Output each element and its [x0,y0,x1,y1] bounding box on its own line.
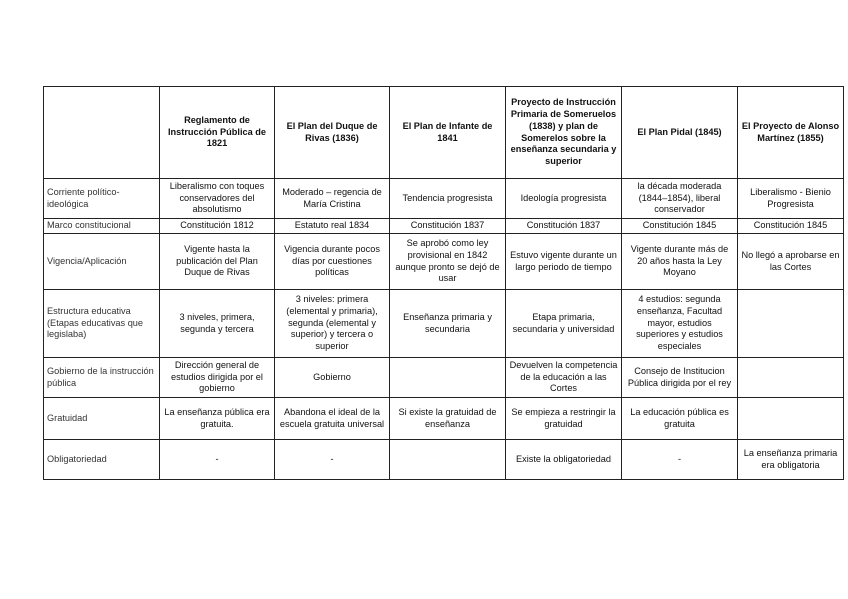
row-label: Estructura educativa (Etapas educativas que legislaba) [44,290,160,358]
table-cell: Moderado – regencia de María Cristina [275,179,390,219]
table-cell: No llegó a aprobarse en las Cortes [738,234,844,290]
table-row [44,290,844,358]
table-cell: Abandona el ideal de la escuela gratuita universal [275,398,390,440]
table-cell [738,398,844,440]
table-cell: Si existe la gratuidad de enseñanza [390,398,506,440]
table-cell: Ideología progresista [506,179,622,219]
column-header: El Plan Pidal (1845) [622,87,738,179]
table-cell: Vigente durante más de 20 años hasta la Ley Moyano [622,234,738,290]
table-cell: Vigencia durante pocos días por cuestiones políticas [275,234,390,290]
table-cell: Constitución 1845 [622,219,738,234]
row-label: Vigencia/Aplicación [44,234,160,290]
table-cell [390,440,506,480]
table-cell: Estuvo vigente durante un largo periodo de tiempo [506,234,622,290]
column-header: El Plan del Duque de Rivas (1836) [275,87,390,179]
column-header: Reglamento de Instrucción Pública de 1821 [160,87,275,179]
row-label: Marco constitucional [44,219,160,234]
table-cell: La enseñanza pública era gratuita. [160,398,275,440]
row-label: Gratuidad [44,398,160,440]
table-row [44,398,844,440]
table-row [44,179,844,219]
table-cell: 3 niveles, primera, segunda y tercera [160,290,275,358]
table-cell: La enseñanza primaria era obligatoria [738,440,844,480]
table-row [44,234,844,290]
table-row [44,358,844,398]
table-cell: Etapa primaria, secundaria y universidad [506,290,622,358]
table-cell: Estatuto real 1834 [275,219,390,234]
table-cell: 4 estudios: segunda enseñanza, Facultad mayor, estudios superiores y estudios especiales [622,290,738,358]
table-cell: Dirección general de estudios dirigida por el gobierno [160,358,275,398]
column-header: El Proyecto de Alonso Martínez (1855) [738,87,844,179]
table-cell: 3 niveles: primera (elemental y primaria), segunda (elemental y superior) y tercera o superior [275,290,390,358]
table-row [44,440,844,480]
row-label: Obligatoriedad [44,440,160,480]
table-cell: - [622,440,738,480]
table-cell: Constitución 1845 [738,219,844,234]
table-cell: la década moderada (1844–1854), liberal conservador [622,179,738,219]
table-cell: Constitución 1837 [390,219,506,234]
table-row [44,219,844,234]
table-cell: Constitución 1837 [506,219,622,234]
table-cell: Enseñanza primaria y secundaria [390,290,506,358]
comparison-table [43,86,844,480]
table-cell [738,290,844,358]
table-cell: Liberalismo con toques conservadores del absolutismo [160,179,275,219]
header-row [44,87,844,179]
row-label: Corriente político-ideológica [44,179,160,219]
column-header: Proyecto de Instrucción Primaria de Someruelos (1838) y plan de Somerelos sobre la enseñanza secundaria y superior [506,87,622,179]
table-cell: Se empieza a restringir la gratuidad [506,398,622,440]
table-cell: Gobierno [275,358,390,398]
column-header: El Plan de Infante de 1841 [390,87,506,179]
corner-cell [44,87,160,179]
table-cell: Devuelven la competencia de la educación a las Cortes [506,358,622,398]
table-cell [390,358,506,398]
table-cell: Vigente hasta la publicación del Plan Duque de Rivas [160,234,275,290]
table-cell: - [160,440,275,480]
row-label: Gobierno de la instrucción pública [44,358,160,398]
table-cell: Consejo de Institucion Pública dirigida por el rey [622,358,738,398]
table-cell: Existe la obligatoriedad [506,440,622,480]
table-cell: Tendencia progresista [390,179,506,219]
table-cell: Liberalismo - Bienio Progresista [738,179,844,219]
table-cell: - [275,440,390,480]
table-cell: Se aprobó como ley provisional en 1842 aunque pronto se dejó de usar [390,234,506,290]
table-cell: Constitución 1812 [160,219,275,234]
table-cell: La educación pública es gratuita [622,398,738,440]
table-cell [738,358,844,398]
